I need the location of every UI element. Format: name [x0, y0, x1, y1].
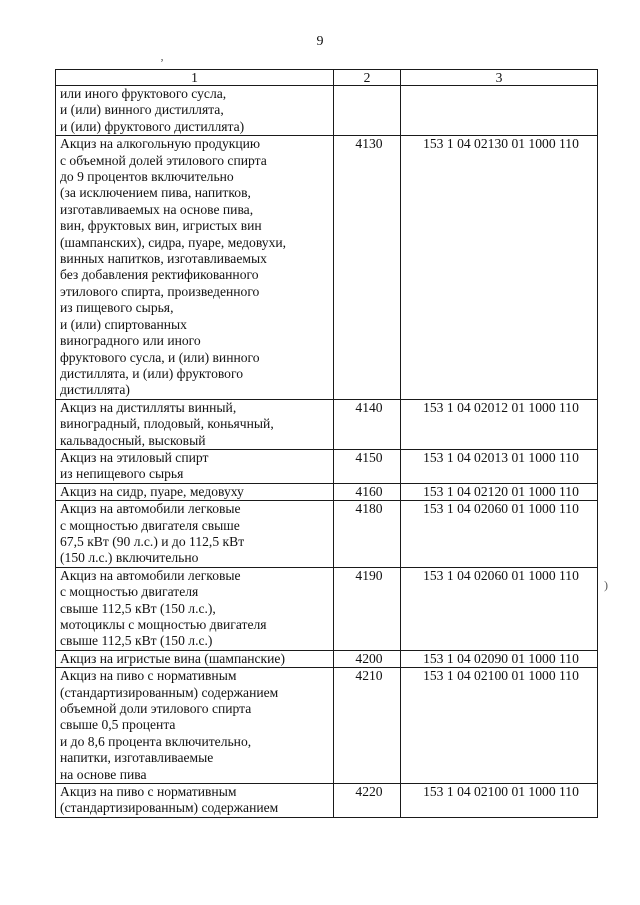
page-number: 9	[316, 34, 324, 49]
tax-name-cell: Акциз на этиловый спирт из непищевого сырья	[56, 449, 334, 483]
budget-code-cell: 153 1 04 02060 01 1000 110	[401, 567, 598, 650]
budget-code-cell: 153 1 04 02012 01 1000 110	[401, 399, 598, 449]
table-row	[56, 784, 598, 818]
table-row	[56, 668, 598, 784]
budget-code-cell	[401, 86, 598, 136]
scan-speck: )	[604, 578, 608, 592]
budget-code-cell: 153 1 04 02130 01 1000 110	[401, 136, 598, 400]
column-header-3: 3	[401, 70, 598, 86]
tax-name-cell: Акциз на дистилляты винный, виноградный, плодовый, коньячный, кальвадосный, высковый	[56, 399, 334, 449]
line-code-cell: 4160	[334, 483, 401, 500]
tax-name-cell: Акциз на пиво с нормативным (стандартизированным) содержанием	[56, 784, 334, 818]
tax-name-cell: Акциз на пиво с нормативным (стандартизированным) содержанием объемной доли этилового спирта свыше 0,5 процента и до 8,6 процента включительно, напитки, изготавливаемые на основе пива	[56, 668, 334, 784]
line-code-cell: 4130	[334, 136, 401, 400]
line-code-cell	[334, 86, 401, 136]
table-header-row	[56, 70, 598, 86]
tax-name-cell: или иного фруктового сусла, и (или) винного дистиллята, и (или) фруктового дистиллята)	[56, 86, 334, 136]
line-code-cell: 4190	[334, 567, 401, 650]
tax-name-cell: Акциз на игристые вина (шампанские)	[56, 650, 334, 667]
table-row	[56, 136, 598, 400]
table-row	[56, 567, 598, 650]
tax-name-cell: Акциз на автомобили легковые с мощностью двигателя свыше 67,5 кВт (90 л.с.) и до 112,5 кВт (150 л.с.) включительно	[56, 501, 334, 568]
scan-speck: ʼ	[160, 56, 164, 70]
tax-name-cell: Акциз на сидр, пуаре, медовуху	[56, 483, 334, 500]
column-header-1: 1	[56, 70, 334, 86]
budget-code-cell: 153 1 04 02100 01 1000 110	[401, 668, 598, 784]
table-row	[56, 399, 598, 449]
table-row	[56, 501, 598, 568]
budget-code-cell: 153 1 04 02060 01 1000 110	[401, 501, 598, 568]
budget-code-cell: 153 1 04 02120 01 1000 110	[401, 483, 598, 500]
table-row	[56, 483, 598, 500]
table-row	[56, 86, 598, 136]
table-row	[56, 650, 598, 667]
line-code-cell: 4220	[334, 784, 401, 818]
table-row	[56, 449, 598, 483]
budget-code-cell: 153 1 04 02013 01 1000 110	[401, 449, 598, 483]
line-code-cell: 4150	[334, 449, 401, 483]
budget-code-cell: 153 1 04 02100 01 1000 110	[401, 784, 598, 818]
tax-name-cell: Акциз на алкогольную продукцию с объемной долей этилового спирта до 9 процентов включительно (за исключением пива, напитков, изготавливаемых на основе пива, вин, фруктовых вин, игристых вин (шампанских), сидра, пуаре, медовухи, винных напитков, изготавливаемых без добавления ректификованного этилового спирта, произведенного из пищевого сырья, и (или) спиртованных виноградного или иного фруктового сусла, и (или) винного дистиллята, и (или) фруктового дистиллята)	[56, 136, 334, 400]
budget-code-cell: 153 1 04 02090 01 1000 110	[401, 650, 598, 667]
tax-name-cell: Акциз на автомобили легковые с мощностью двигателя свыше 112,5 кВт (150 л.с.), мотоциклы с мощностью двигателя свыше 112,5 кВт (150 л.с.)	[56, 567, 334, 650]
column-header-2: 2	[334, 70, 401, 86]
line-code-cell: 4200	[334, 650, 401, 667]
line-code-cell: 4180	[334, 501, 401, 568]
line-code-cell: 4140	[334, 399, 401, 449]
line-code-cell: 4210	[334, 668, 401, 784]
excise-codes-table	[55, 69, 598, 818]
